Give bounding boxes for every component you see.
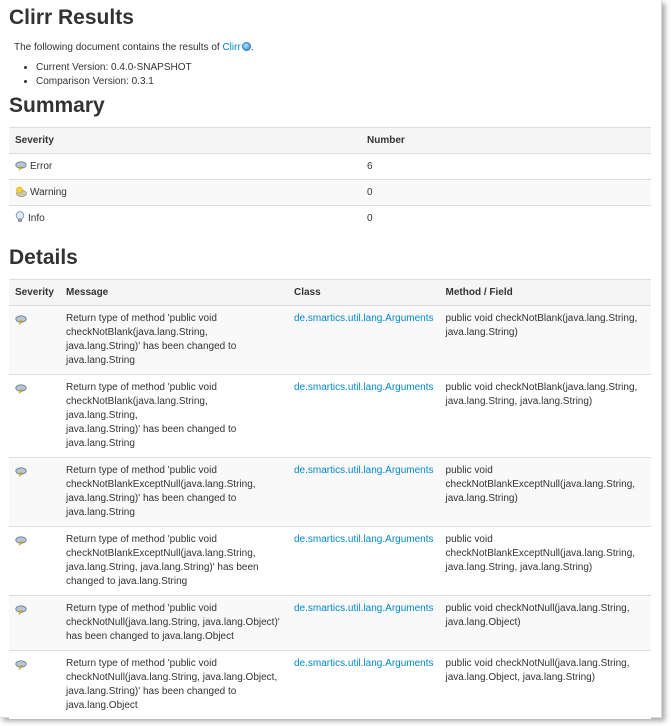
- summary-heading: Summary: [9, 94, 105, 117]
- table-row: [9, 596, 651, 651]
- table-row: [9, 458, 651, 527]
- method-cell: [440, 306, 651, 375]
- message-line: Return type of method 'public void: [66, 465, 217, 476]
- method-cell: [440, 651, 651, 720]
- comparison-version: • Comparison Version: 0.3.1: [36, 75, 651, 89]
- error-icon: [15, 315, 27, 325]
- method-cell: [440, 527, 651, 596]
- external-link-icon[interactable]: [242, 42, 251, 51]
- class-cell: [288, 306, 440, 375]
- severity-cell: [9, 306, 60, 375]
- message-line: java.lang.String)' has been changed to: [66, 493, 237, 504]
- error-icon: [15, 536, 27, 546]
- summary-severity-label: Info: [28, 213, 45, 224]
- method-line: public void: [445, 534, 493, 545]
- class-link[interactable]: de.smartics.util.lang.Arguments: [294, 382, 434, 393]
- version-list: [9, 61, 651, 89]
- table-row: [9, 375, 651, 458]
- summary-col-number: Number: [361, 128, 651, 154]
- message-cell: [60, 651, 288, 720]
- details-table: [9, 279, 651, 719]
- method-line: java.lang.String): [445, 493, 518, 504]
- intro-paragraph: [14, 41, 651, 55]
- current-version: • Current Version: 0.4.0-SNAPSHOT: [36, 61, 651, 75]
- message-line: checkNotNull(java.lang.String, java.lang.Object)': [66, 617, 280, 628]
- class-cell: [288, 375, 440, 458]
- method-line: checkNotBlankExceptNull(java.lang.String,: [445, 479, 636, 490]
- method-line: java.lang.String): [445, 327, 518, 338]
- error-icon: [15, 384, 27, 394]
- message-line: has been changed to java.lang.Object: [66, 631, 234, 642]
- intro-suffix: .: [250, 42, 254, 53]
- message-line: Return type of method 'public void: [66, 658, 217, 669]
- message-cell: [60, 458, 288, 527]
- details-col-method: Method / Field: [440, 280, 651, 306]
- message-line: Return type of method 'public void: [66, 534, 217, 545]
- clirr-link[interactable]: Clirr: [222, 42, 241, 53]
- table-row: [9, 651, 651, 720]
- severity-cell: [9, 651, 60, 720]
- class-link[interactable]: de.smartics.util.lang.Arguments: [294, 658, 434, 669]
- details-col-severity: Severity: [9, 280, 60, 306]
- summary-col-severity: Severity: [9, 128, 361, 154]
- summary-header-row: [9, 128, 651, 154]
- message-line: java.lang.String: [66, 355, 135, 366]
- table-row: [9, 306, 651, 375]
- details-heading: Details: [9, 246, 78, 269]
- error-icon: [15, 467, 27, 477]
- message-line: changed to java.lang.String: [66, 576, 188, 587]
- details-col-message: Message: [60, 280, 288, 306]
- message-line: java.lang.String: [66, 507, 135, 518]
- method-line: public void checkNotNull(java.lang.String,: [445, 603, 630, 614]
- error-icon: [15, 605, 27, 615]
- summary-severity-label: Error: [30, 160, 53, 172]
- message-cell: [60, 596, 288, 651]
- class-cell: [288, 651, 440, 720]
- summary-number: 0: [361, 180, 651, 206]
- summary-row-info: [9, 206, 651, 232]
- method-line: public void: [445, 465, 493, 476]
- details-header-row: [9, 280, 651, 306]
- severity-cell: [9, 458, 60, 527]
- summary-row-warning: [9, 180, 651, 206]
- method-cell: [440, 596, 651, 651]
- class-cell: [288, 596, 440, 651]
- summary-row-error: [9, 154, 651, 180]
- message-cell: [60, 375, 288, 458]
- details-col-class: Class: [288, 280, 440, 306]
- class-link[interactable]: de.smartics.util.lang.Arguments: [294, 534, 434, 545]
- details-body: [9, 306, 651, 720]
- class-cell: [288, 458, 440, 527]
- message-line: java.lang.String)' has been changed to: [66, 686, 237, 697]
- class-link[interactable]: de.smartics.util.lang.Arguments: [294, 603, 434, 614]
- message-cell: [60, 527, 288, 596]
- method-line: public void checkNotBlank(java.lang.String,: [445, 313, 638, 324]
- message-line: java.lang.String: [66, 438, 135, 449]
- warning-icon: [15, 186, 27, 197]
- error-icon: [15, 660, 27, 670]
- method-cell: [440, 458, 651, 527]
- message-line: java.lang.String)' has been changed to: [66, 424, 237, 435]
- method-line: java.lang.Object, java.lang.String): [445, 672, 596, 683]
- severity-cell: [9, 375, 60, 458]
- method-line: public void checkNotBlank(java.lang.String,: [445, 382, 638, 393]
- severity-cell: [9, 596, 60, 651]
- error-icon: [15, 161, 27, 171]
- method-line: java.lang.Object): [445, 617, 521, 628]
- message-line: java.lang.String)' has been changed to: [66, 341, 237, 352]
- message-line: Return type of method 'public void: [66, 382, 217, 393]
- summary-number: 0: [361, 206, 651, 232]
- class-cell: [288, 527, 440, 596]
- message-line: java.lang.Object: [66, 700, 138, 711]
- message-line: checkNotBlankExceptNull(java.lang.String,: [66, 548, 256, 559]
- summary-table: [9, 127, 651, 231]
- message-line: checkNotBlank(java.lang.String, java.lang.String,: [66, 396, 208, 421]
- class-link[interactable]: de.smartics.util.lang.Arguments: [294, 313, 434, 324]
- table-row: [9, 527, 651, 596]
- message-line: java.lang.String, java.lang.String)' has been: [66, 562, 259, 573]
- summary-severity-label: Warning: [30, 186, 67, 198]
- class-link[interactable]: de.smartics.util.lang.Arguments: [294, 465, 434, 476]
- method-cell: [440, 375, 651, 458]
- method-line: checkNotBlankExceptNull(java.lang.String,: [445, 548, 636, 559]
- method-line: java.lang.String, java.lang.String): [445, 396, 593, 407]
- intro-text: The following document contains the results of: [14, 42, 223, 53]
- message-line: checkNotNull(java.lang.String, java.lang.Object,: [66, 672, 278, 683]
- summary-number: 6: [361, 154, 651, 180]
- message-cell: [60, 306, 288, 375]
- info-icon: [15, 211, 25, 223]
- method-line: public void checkNotNull(java.lang.String,: [445, 658, 630, 669]
- message-line: Return type of method 'public void: [66, 313, 217, 324]
- message-line: checkNotBlank(java.lang.String,: [66, 327, 208, 338]
- method-line: java.lang.String, java.lang.String): [445, 562, 593, 573]
- message-line: Return type of method 'public void: [66, 603, 217, 614]
- message-line: checkNotBlankExceptNull(java.lang.String,: [66, 479, 256, 490]
- page-title: Clirr Results: [9, 6, 134, 29]
- severity-cell: [9, 527, 60, 596]
